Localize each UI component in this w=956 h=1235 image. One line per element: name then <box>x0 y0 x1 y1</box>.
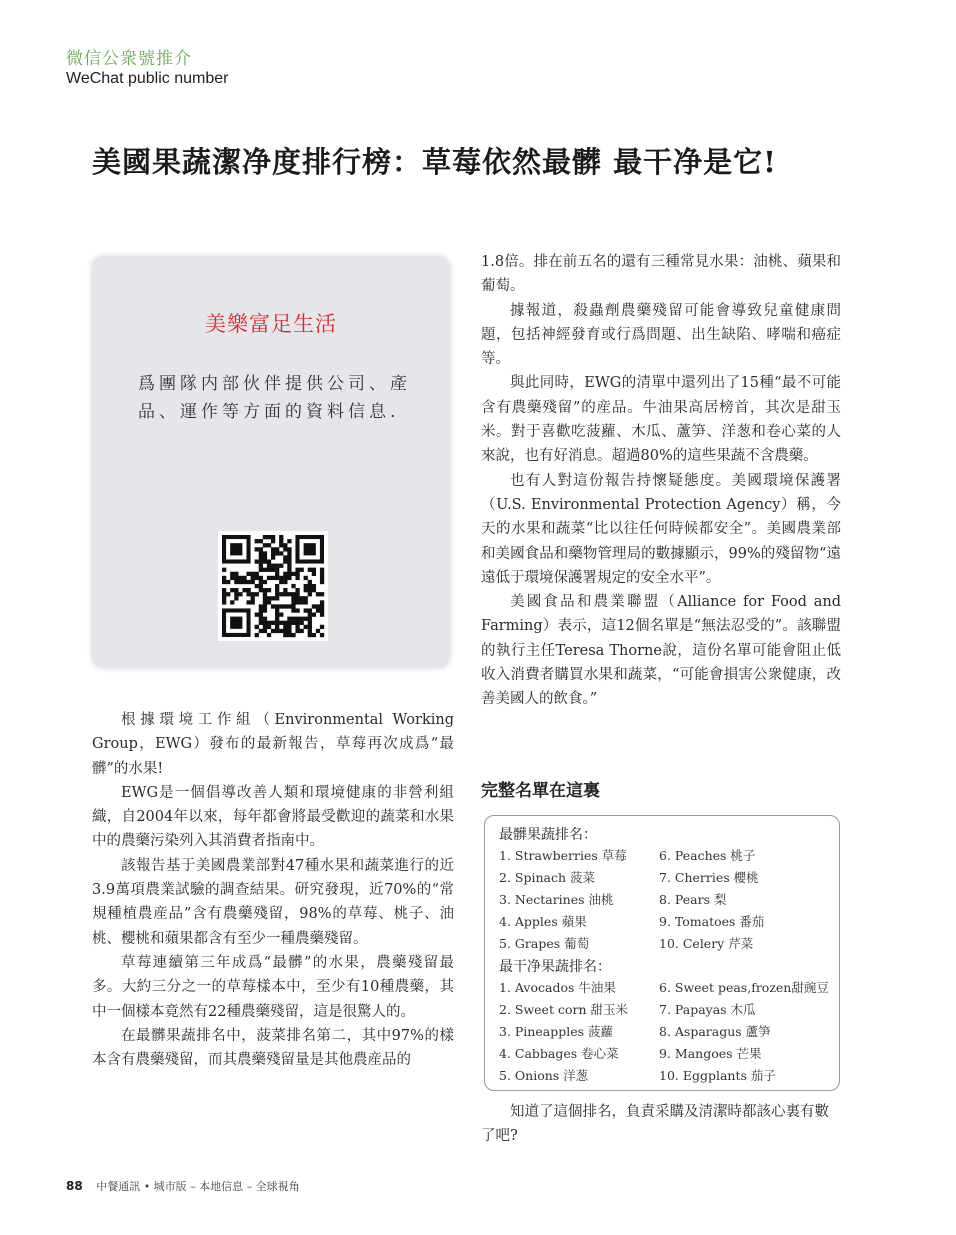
list-item: 1. Strawberries 草莓 <box>499 848 627 863</box>
list-item: 8. Pears 梨 <box>659 892 727 907</box>
article-paragraph: 草莓連續第三年成爲“最髒”的水果，農藥殘留最多。大約三分之一的草莓樣本中，至少有10種農藥，其中一個樣本竟然有22種農藥殘留，這是很驚人的。 <box>92 954 454 1020</box>
header-section-label: 微信公衆號推介 <box>66 49 192 69</box>
ranking-list-box <box>484 815 840 1091</box>
article-paragraph: 據報道，殺蟲劑農藥殘留可能會導致兒童健康問題，包括神經發育或行爲問題、出生缺陷、哮喘和癌症等。 <box>481 302 841 368</box>
list-item: 5. Onions 洋葱 <box>499 1068 589 1083</box>
list-item: 10. Celery 芹菜 <box>659 936 754 951</box>
clean-list-left <box>499 977 628 1087</box>
article-paragraph-continuation: 1.8倍。排在前五名的還有三種常見水果：油桃、蘋果和葡萄。 <box>481 254 841 295</box>
article-paragraph: 根據環境工作組（Environmental Working Group，EWG）發布的最新報告，草莓再次成爲“最髒”的水果! <box>92 712 454 777</box>
list-item: 9. Mangoes 芒果 <box>659 1046 762 1061</box>
page-footer <box>66 1178 300 1194</box>
list-item: 2. Spinach 菠菜 <box>499 870 595 885</box>
promo-description: 爲團隊内部伙伴提供公司、產品、運作等方面的資料信息. <box>138 374 411 422</box>
article-title: 美國果蔬潔净度排行榜：草莓依然最髒 最干净是它! <box>92 145 777 179</box>
closing-text: 知道了這個排名，負責采購及清潔時都該心裏有數了吧? <box>481 1104 829 1145</box>
list-item: 1. Avocados 牛油果 <box>499 980 616 995</box>
closing-paragraph <box>481 1100 841 1149</box>
list-item: 6. Sweet peas,frozen甜豌豆 <box>659 980 829 995</box>
list-item: 7. Papayas 木瓜 <box>659 1002 756 1017</box>
list-item: 2. Sweet corn 甜玉米 <box>499 1002 628 1017</box>
clean-list-heading: 最干净果蔬排名： <box>499 959 611 975</box>
list-section-heading: 完整名單在這裏 <box>481 781 600 801</box>
qr-code[interactable] <box>218 531 328 641</box>
page-number: 88 <box>66 1179 83 1193</box>
article-paragraph: 該報告基于美國農業部對47種水果和蔬菜進行的近3.9萬項農業試驗的調查結果。研究發現，近70%的“常規種植農産品”含有農藥殘留，98%的草莓、桃子、油桃、櫻桃和蘋果都含有至少一種農藥殘留。 <box>92 857 454 947</box>
article-left-column <box>92 708 454 1072</box>
dirty-list-heading: 最髒果蔬排名： <box>499 827 597 843</box>
article-paragraph: 美國食品和農業聯盟（Alliance for Food and Farming）表示，這12個名單是“無法忍受的”。該聯盟的執行主任Teresa Thorne說，這份名單可能會阻止低收入消費者購買水果和蔬菜，“可能會損害公衆健康，改善美國人的飲食。” <box>481 594 841 708</box>
article-right-column <box>481 250 841 712</box>
header-section-label-en: WeChat public number <box>66 70 229 87</box>
list-item: 9. Tomatoes 番茄 <box>659 914 765 929</box>
clean-list-right <box>659 977 829 1087</box>
list-item: 8. Asparagus 蘆笋 <box>659 1024 771 1039</box>
article-paragraph: 也有人對這份報告持懷疑態度。美國環境保護署（U.S. Environmental Protection Agency）稱，今天的水果和蔬菜“比以往任何時候都安全”。美國農業部和美國食品和藥物管理局的數據顯示，99%的殘留物“遠遠低于環境保護署規定的安全水平”。 <box>481 472 841 586</box>
list-item: 6. Peaches 桃子 <box>659 848 756 863</box>
article-paragraph: EWG是一個倡導改善人類和環境健康的非營利組織，自2004年以來，每年都會將最受歡迎的蔬菜和水果中的農藥污染列入其消費者指南中。 <box>92 784 454 850</box>
footer-publication: 中餐通訊 • 城市版 – 本地信息 – 全球視角 <box>96 1180 300 1193</box>
promo-card <box>92 256 450 668</box>
article-paragraph: 在最髒果蔬排名中，菠菜排名第二，其中97%的樣本含有農藥殘留，而其農藥殘留量是其他農産品的 <box>92 1027 454 1069</box>
promo-title: 美樂富足生活 <box>205 312 337 336</box>
list-item: 4. Cabbages 卷心菜 <box>499 1046 619 1061</box>
list-item: 3. Pineapples 菠蘿 <box>499 1024 613 1039</box>
list-item: 10. Eggplants 茄子 <box>659 1068 776 1083</box>
list-item: 3. Nectarines 油桃 <box>499 892 614 907</box>
dirty-list-right <box>659 845 764 955</box>
list-item: 5. Grapes 葡萄 <box>499 936 590 951</box>
qr-code-image <box>218 531 328 641</box>
list-item: 7. Cherries 櫻桃 <box>659 870 759 885</box>
article-paragraph: 與此同時，EWG的清單中還列出了15種“最不可能含有農藥殘留”的産品。牛油果高居榜首，其次是甜玉米。對于喜歡吃菠蘿、木瓜、蘆笋、洋葱和卷心菜的人來說，也有好消息。超過80%的這些果蔬不含農藥。 <box>481 375 841 465</box>
dirty-list-left <box>499 845 627 955</box>
list-item: 4. Apples 蘋果 <box>499 914 587 929</box>
